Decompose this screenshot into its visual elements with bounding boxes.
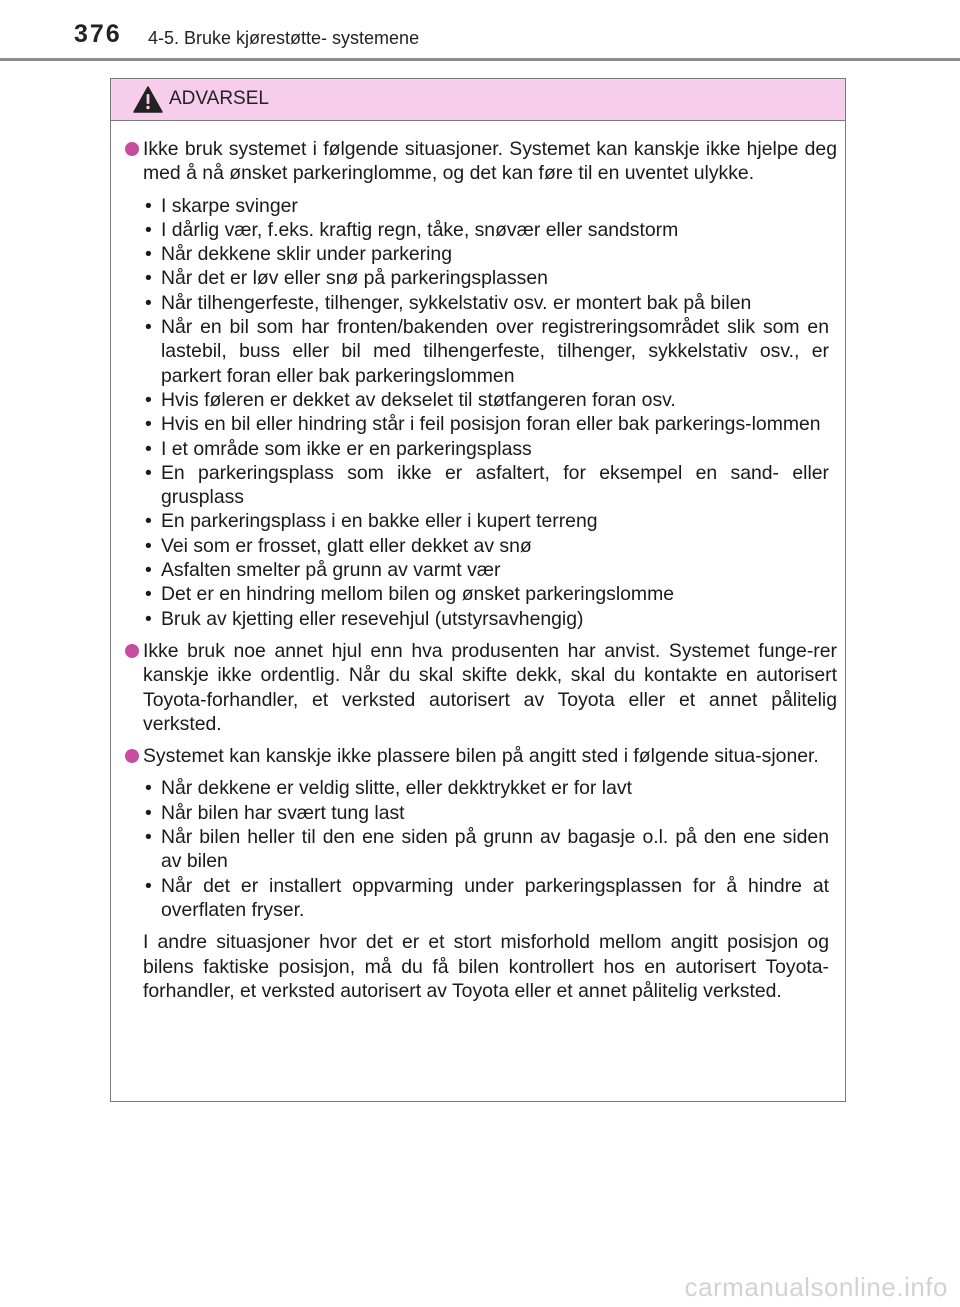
bullet-dot-icon — [125, 142, 139, 156]
bullet-dot-icon — [125, 749, 139, 763]
list-item: • Det er en hindring mellom bilen og ønsket parkeringslomme — [161, 582, 829, 606]
warning-paragraph — [143, 744, 837, 768]
situation-list — [143, 776, 837, 922]
header-rule — [0, 58, 960, 61]
warning-triangle-icon — [133, 86, 163, 113]
list-item: • Når en bil som har fronten/bakenden over registreringsområdet slik som en lastebil, buss eller bil med tilhengerfeste, tilhenger, sykkelstativ osv., er parkert foran eller bak parkeringslommen — [161, 315, 829, 388]
list-item: • Vei som er frosset, glatt eller dekket av snø — [161, 534, 829, 558]
list-item: • Hvis føleren er dekket av dekselet til støtfangeren foran osv. — [161, 388, 829, 412]
list-item: • Hvis en bil eller hindring står i feil posisjon foran eller bak parkerings-lommen — [161, 412, 829, 436]
list-item: • Når det er løv eller snø på parkeringsplassen — [161, 266, 829, 290]
list-item: • En parkeringsplass som ikke er asfaltert, for eksempel en sand- eller grusplass — [161, 461, 829, 510]
list-item: • Når bilen har svært tung last — [161, 801, 829, 825]
warning-body — [111, 121, 845, 1003]
list-item: • I dårlig vær, f.eks. kraftig regn, tåke, snøvær eller sandstorm — [161, 218, 829, 242]
list-item: • Når det er installert oppvarming under parkeringsplassen for å hindre at overflaten fryser. — [161, 874, 829, 923]
paragraph-text: Systemet kan kanskje ikke plassere bilen på angitt sted i følgende situa-sjoner. — [143, 745, 819, 768]
list-item: • Når tilhengerfeste, tilhenger, sykkelstativ osv. er montert bak på bilen — [161, 291, 829, 315]
bullet-dot-icon — [125, 644, 139, 658]
paragraph-text: Ikke bruk systemet i følgende situasjoner. Systemet kan kanskje ikke hjelpe deg med å nå ønsket parkeringlomme, og det kan føre til en uventet ulykke. — [143, 138, 837, 185]
page-header — [0, 0, 960, 62]
page-number: 376 — [74, 20, 122, 48]
list-item: • I et område som ikke er en parkeringsplass — [161, 437, 829, 461]
warning-label: ADVARSEL — [169, 88, 269, 109]
closing-paragraph: I andre situasjoner hvor det er et stort misforhold mellom angitt posisjon og bilens faktiske posisjon, må du få bilen kontrollert hos en autorisert Toyota-forhandler, et verksted autorisert av Toyota eller et annet pålitelig verksted. — [143, 931, 829, 1002]
list-item: • Asfalten smelter på grunn av varmt vær — [161, 558, 829, 582]
watermark: carmanualsonline.info — [684, 1272, 948, 1302]
list-item: • Når dekkene er veldig slitte, eller dekktrykket er for lavt — [161, 776, 829, 800]
paragraph-text: Ikke bruk noe annet hjul enn hva produsenten har anvist. Systemet funge-rer kanskje ikke ordentlig. Når du skal skifte dekk, skal du kontakte en autorisert Toyota-forhandler, et verksted autorisert av Toyota eller et annet pålitelig verksted. — [143, 639, 837, 735]
section-title: 4-5. Bruke kjørestøtte- systemene — [148, 28, 420, 48]
list-item: • Når dekkene sklir under parkering — [161, 242, 829, 266]
warning-paragraph — [143, 137, 837, 186]
list-item: • En parkeringsplass i en bakke eller i kupert terreng — [161, 509, 829, 533]
warning-paragraph — [143, 639, 837, 736]
list-item: • Når bilen heller til den ene siden på grunn av bagasje o.l. på den ene siden av bilen — [161, 825, 829, 874]
list-item: • Bruk av kjetting eller resevehjul (utstyrsavhengig) — [161, 607, 829, 631]
situation-list — [143, 194, 837, 631]
warning-header — [111, 79, 845, 121]
list-item: • I skarpe svinger — [161, 194, 829, 218]
warning-box — [110, 78, 846, 1102]
